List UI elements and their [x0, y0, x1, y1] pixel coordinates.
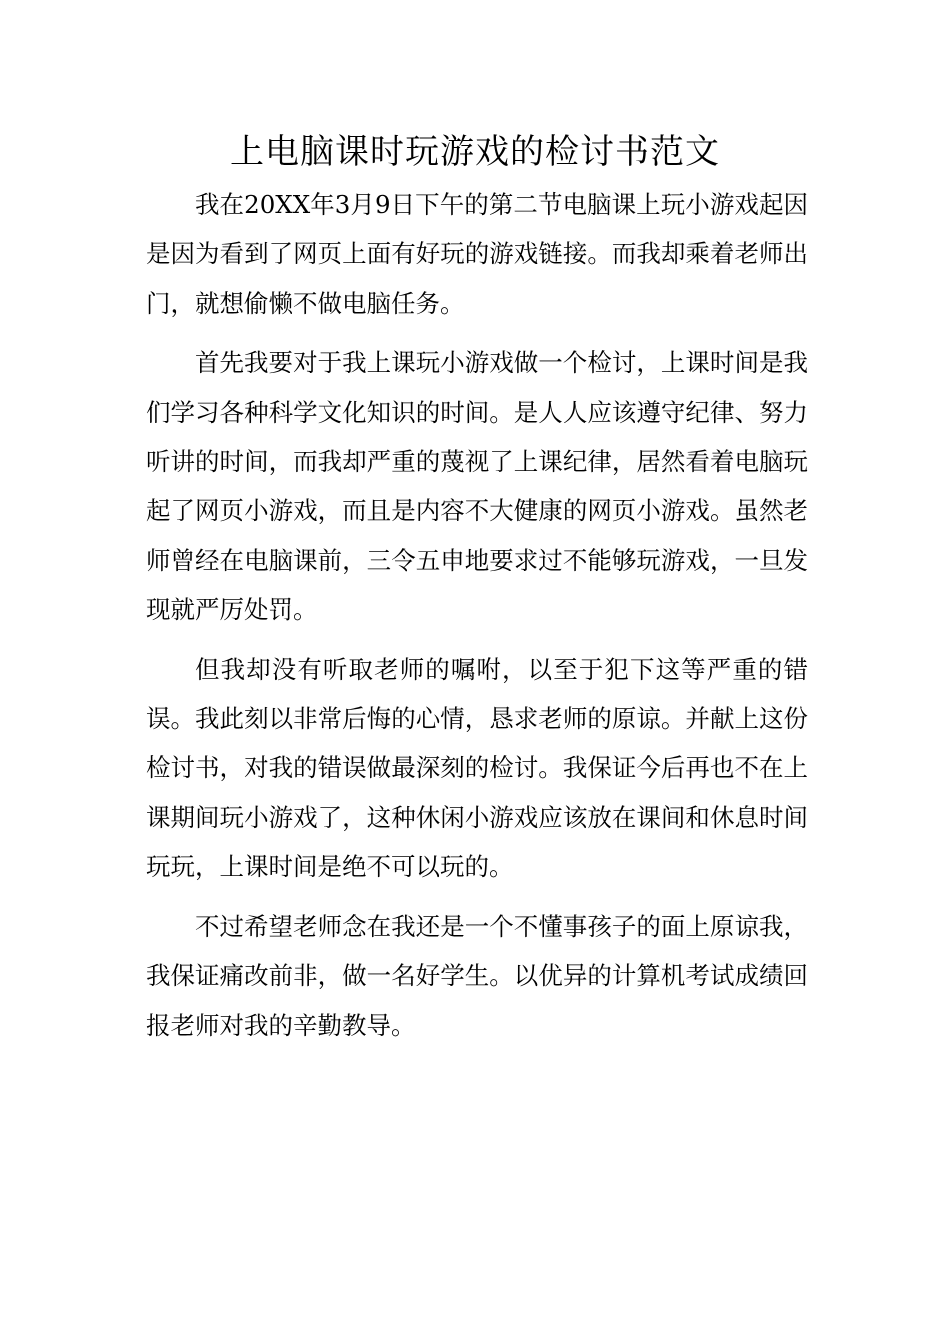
document-title: 上电脑课时玩游戏的检讨书范文: [230, 132, 720, 172]
document-body: [146, 180, 808, 1050]
paragraph-1: 我在20XX年3月9日下午的第二节电脑课上玩小游戏起因是因为看到了网页上面有好玩的游戏链接。而我却乘着老师出门，就想偷懒不做电脑任务。: [146, 190, 808, 318]
paragraph-2: 首先我要对于我上课玩小游戏做一个检讨，上课时间是我们学习各种科学文化知识的时间。是人人应该遵守纪律、努力听讲的时间，而我却严重的蔑视了上课纪律，居然看着电脑玩起了网页小游戏，而且是内容不大健康的网页小游戏。虽然老师曾经在电脑课前，三令五申地要求过不能够玩游戏，一旦发现就严厉处罚。: [146, 348, 808, 625]
paragraph-4: 不过希望老师念在我还是一个不懂事孩子的面上原谅我，我保证痛改前非，做一名好学生。以优异的计算机考试成绩回报老师对我的辛勤教导。: [146, 911, 808, 1040]
paragraph-3: 但我却没有听取老师的嘱咐，以至于犯下这等严重的错误。我此刻以非常后悔的心情，恳求老师的原谅。并献上这份检讨书，对我的错误做最深刻的检讨。我保证今后再也不在上课期间玩小游戏了，这种休闲小游戏应该放在课间和休息时间玩玩，上课时间是绝不可以玩的。: [146, 654, 808, 882]
